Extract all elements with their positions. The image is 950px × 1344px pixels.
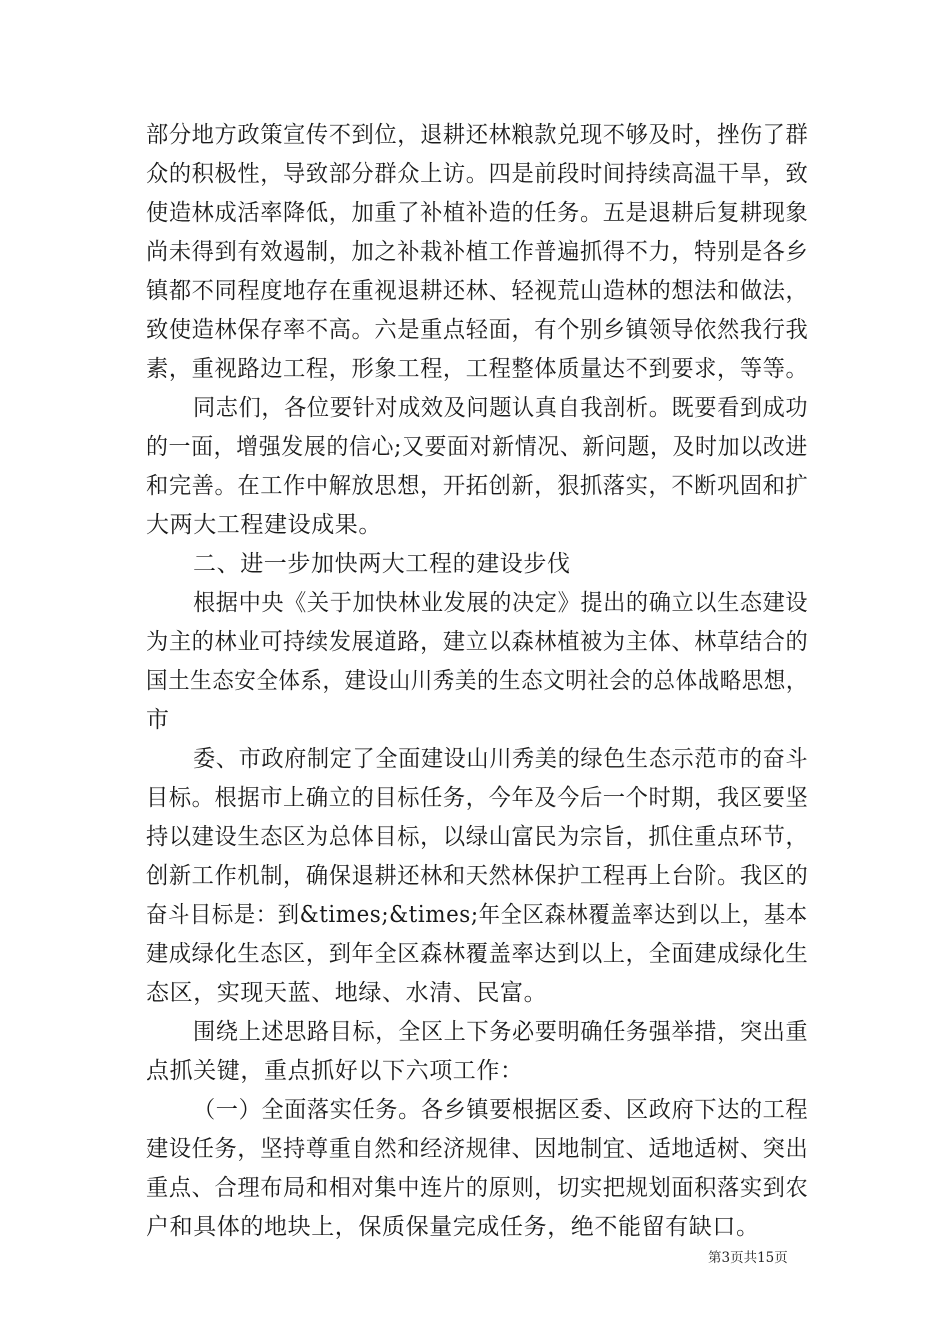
paragraph-first-line: 同志们，各位要针对成效及问题认真自我剖析。既要看到成功 bbox=[193, 395, 809, 421]
body-text-line: 致使造林保存率不高。六是重点轻面，有个别乡镇领导依然我行我 bbox=[146, 317, 809, 343]
body-text-line: 国土生态安全体系，建设山川秀美的生态文明社会的总体战略思想， bbox=[146, 668, 808, 694]
body-text-line: 尚未得到有效遏制，加之补栽补植工作普遍抓得不力，特别是各乡 bbox=[146, 239, 809, 265]
section-heading: 二、进一步加快两大工程的建设步伐 bbox=[193, 551, 571, 577]
body-text-line: 创新工作机制，确保退耕还林和天然林保护工程再上台阶。我区的 bbox=[146, 863, 809, 889]
body-text-line: 部分地方政策宣传不到位，退耕还林粮款兑现不够及时，挫伤了群 bbox=[146, 122, 809, 148]
body-text-line: 目标。根据市上确立的目标任务，今年及今后一个时期，我区要坚 bbox=[146, 785, 809, 811]
body-text-line: 奋斗目标是：到&times;&times;年全区森林覆盖率达到以上，基本 bbox=[146, 902, 808, 928]
body-text-line: 建成绿化生态区，到年全区森林覆盖率达到以上，全面建成绿化生 bbox=[146, 941, 809, 967]
body-text-line: 素，重视路边工程，形象工程，工程整体质量达不到要求，等等。 bbox=[146, 356, 809, 382]
body-text-line: 大两大工程建设成果。 bbox=[146, 512, 382, 538]
body-text-line: 持以建设生态区为总体目标，以绿山富民为宗旨，抓住重点环节， bbox=[146, 824, 809, 850]
body-text-line: 众的积极性，导致部分群众上访。四是前段时间持续高温干旱，致 bbox=[146, 161, 809, 187]
paragraph-first-line: 根据中央《关于加快林业发展的决定》提出的确立以生态建设 bbox=[193, 590, 809, 616]
paragraph-first-line: 委、市政府制定了全面建设山川秀美的绿色生态示范市的奋斗 bbox=[193, 746, 809, 772]
paragraph-first-line: 围绕上述思路目标，全区上下务必要明确任务强举措，突出重 bbox=[193, 1019, 809, 1045]
paragraph-first-line: （一）全面落实任务。各乡镇要根据区委、区政府下达的工程 bbox=[193, 1097, 809, 1123]
body-text-line: 户和具体的地块上，保质保量完成任务，绝不能留有缺口。 bbox=[146, 1214, 760, 1240]
body-text-line: 和完善。在工作中解放思想，开拓创新，狠抓落实，不断巩固和扩 bbox=[146, 473, 809, 499]
body-text-line: 使造林成活率降低，加重了补植补造的任务。五是退耕后复耕现象 bbox=[146, 200, 809, 226]
body-text-line: 为主的林业可持续发展道路，建立以森林植被为主体、林草结合的 bbox=[146, 629, 809, 655]
body-text-line: 市 bbox=[146, 707, 170, 733]
body-text-line: 建设任务，坚持尊重自然和经济规律、因地制宜、适地适树、突出 bbox=[146, 1136, 809, 1162]
body-text-line: 镇都不同程度地存在重视退耕还林、轻视荒山造林的想法和做法， bbox=[146, 278, 809, 304]
body-text-line: 态区，实现天蓝、地绿、水清、民富。 bbox=[146, 980, 548, 1006]
body-text-line: 的一面，增强发展的信心;又要面对新情况、新问题，及时加以改进 bbox=[146, 434, 808, 460]
body-text-line: 重点、合理布局和相对集中连片的原则，切实把规划面积落实到农 bbox=[146, 1175, 809, 1201]
body-text-line: 点抓关键，重点抓好以下六项工作： bbox=[146, 1058, 524, 1084]
page-number-footer: 第3页共15页 bbox=[708, 1250, 788, 1266]
